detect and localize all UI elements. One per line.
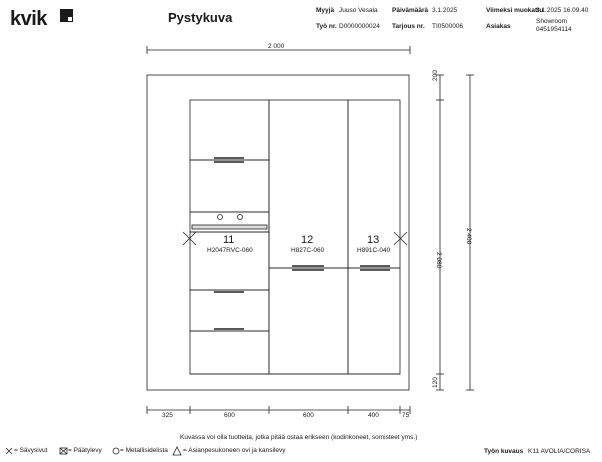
bottom-dimension-3: 600 [303, 412, 314, 419]
legend-installer: = Asianpesukoneen ovi ja kansilevy [183, 447, 286, 454]
cabinet-12-code: H827C-060 [291, 247, 325, 254]
seller-label: Myyjä [316, 7, 335, 14]
work-number-label: Työ nr. [316, 23, 337, 30]
right-total-dimension-text: 2 400 [465, 228, 472, 245]
seller-value: Juuso Vesala [339, 7, 378, 14]
cabinet-13-code: H891C-040 [357, 247, 391, 254]
cabinet-11-drawer-2 [190, 331, 269, 374]
cabinet-13-number: 13 [367, 234, 380, 246]
customer-label: Asiakas [486, 23, 511, 30]
cabinet-12-number: 12 [301, 234, 314, 246]
cabinet-12-lower [269, 268, 348, 374]
cabinet-11-upper [190, 160, 269, 212]
room-outline [147, 75, 409, 390]
legend-endpanel: = Päätylevy [68, 447, 102, 454]
work-description-value: K11 AVOLIA/CORISA [528, 448, 591, 455]
right-mid-dimension-text: 2 080 [435, 252, 442, 269]
work-number-value: D0000000024 [339, 23, 380, 30]
date-value: 3.1.2025 [432, 7, 458, 14]
top-dimension-text: 2 000 [268, 43, 285, 50]
page-title: Pystykuva [168, 10, 233, 25]
legend-sidewalls: = Sävysivut [14, 447, 48, 454]
bottom-dimension-4: 400 [368, 412, 379, 419]
customer-phone: 0451954114 [536, 26, 572, 33]
right-bottom-dimension-text: 120 [432, 377, 439, 388]
cabinet-13-lower [348, 268, 400, 374]
offer-number-label: Tarjous nr. [392, 23, 425, 30]
cabinet-11-code: H2047RVC-060 [207, 247, 253, 254]
date-label: Päivämäärä [392, 7, 429, 14]
cabinet-11-top [190, 100, 269, 160]
modified-label: Viimeksi muokattu [486, 7, 544, 14]
installer-legend-icon [172, 446, 182, 456]
modified-value: 3.1.2025 16.09.40 [536, 7, 589, 14]
products-note: Kuvassa voi olla tuotteita, jotka pitää ostaa erikseen (kodinkoneet, somisteet yms.) [180, 434, 418, 441]
work-description-label: Työn kuvaus [484, 448, 524, 455]
customer-name: Showroom [536, 18, 568, 25]
bottom-dimension-1: 325 [162, 412, 173, 419]
cabinet-11-number: 11 [223, 234, 235, 246]
right-top-dimension-text: 200 [432, 70, 439, 81]
offer-number-value: TI0500006 [432, 23, 464, 30]
bottom-dimension-2: 600 [224, 412, 235, 419]
bottom-dimension-5: 75 [402, 412, 410, 419]
kvik-logo-text: kvik [10, 8, 47, 30]
legend-metal: = Metallisidelista [120, 447, 168, 454]
metal-legend-icon [113, 448, 119, 454]
cabinet-11-drawer-1 [190, 290, 269, 331]
